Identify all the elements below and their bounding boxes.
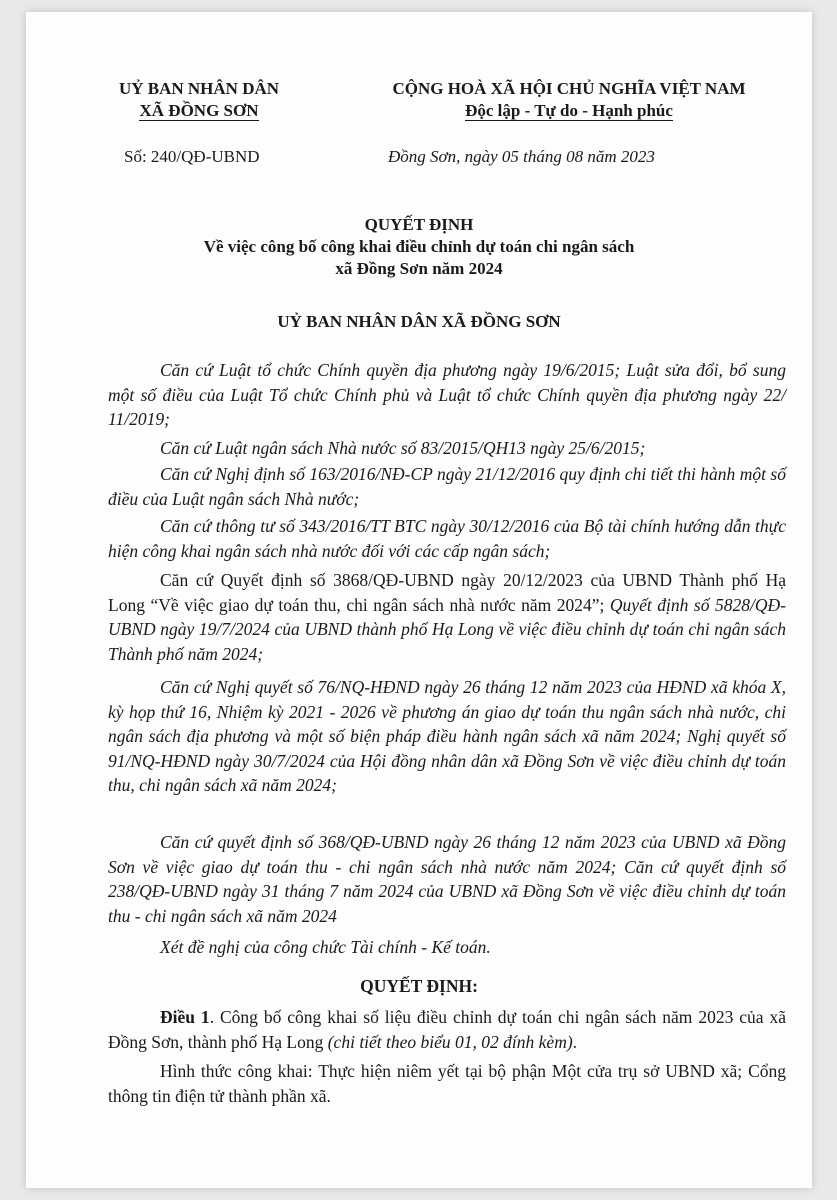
- national-title: [344, 78, 794, 122]
- issuer-heading: UỶ BAN NHÂN DÂN XÃ ĐỒNG SƠN: [277, 312, 561, 331]
- legal-basis-4: Căn cứ thông tư số 343/2016/TT BTC ngày 30/12/2016 của Bộ tài chính hướng dẫn thực hiện công khai ngân sách nhà nước đối với các cấp ngân sách;: [108, 516, 786, 561]
- legal-basis-5-amendment: Quyết định số 5828/QĐ-UBND ngày 19/7/2024 của UBND thành phố Hạ Long về việc điều chỉnh dự toán chi ngân sách Thành phố năm 2024;: [108, 594, 786, 664]
- title-subject-line1: Về việc công bố công khai điều chỉnh dự toán chi ngân sách: [203, 237, 635, 256]
- national-motto: Độc lập - Tự do - Hạnh phúc: [465, 101, 673, 120]
- title-subject-line2: xã Đồng Sơn năm 2024: [335, 259, 503, 278]
- article-1-text: . Công bố công khai số liệu điều chỉnh dự toán chi ngân sách năm 2023 của xã Đồng Sơn, thành phố Hạ Long: [108, 1007, 787, 1052]
- document-title: [26, 214, 812, 280]
- national-title-line: CỘNG HOÀ XÃ HỘI CHỦ NGHĨA VIỆT NAM: [392, 79, 746, 98]
- legal-basis-1: Căn cứ Luật tổ chức Chính quyền địa phương ngày 19/6/2015; Luật sửa đổi, bổ sung một số điều của Luật Tổ chức Chính phủ và Luật tổ chức Chính quyền địa phương ngày 22/ 11/2019;: [108, 360, 786, 429]
- title-type: QUYẾT ĐỊNH: [364, 215, 474, 234]
- legal-basis-3: Căn cứ Nghị định số 163/2016/NĐ-CP ngày 21/12/2016 quy định chi tiết thi hành một số điều của Luật ngân sách Nhà nước;: [108, 464, 786, 509]
- legal-basis-2: Căn cứ Luật ngân sách Nhà nước số 83/2015/QH13 ngày 25/6/2015;: [160, 438, 646, 458]
- article-1-attachment-note: (chi tiết theo biểu 01, 02 đính kèm): [327, 1031, 573, 1052]
- document-page: [26, 12, 812, 1188]
- legal-basis-5: [108, 568, 786, 666]
- authority-line1: UỶ BAN NHÂN DÂN: [118, 79, 280, 98]
- authority-line2: XÃ ĐỒNG SƠN: [139, 101, 259, 120]
- decision-heading: QUYẾT ĐỊNH:: [360, 976, 478, 996]
- legal-basis-6: Căn cứ Nghị quyết số 76/NQ-HĐND ngày 26 tháng 12 năm 2023 của HĐND xã khóa X, kỳ họp thứ 16, Nhiệm kỳ 2021 - 2026 về phương án giao dự toán thu ngân sách nhà nước, chi ngân sách địa phương và một số biện pháp điều hành ngân sách xã năm 2024; Nghị quyết số 91/NQ-HĐND ngày 30/7/2024 của Hội đồng nhân dân xã Đồng Sơn về việc điều chỉnh dự toán thu, chi ngân sách xã năm 2024;: [108, 677, 786, 795]
- publication-method: Hình thức công khai: Thực hiện niêm yết tại bộ phận Một cửa trụ sở UBND xã; Cổng thông tin điện tử thành phần xã.: [108, 1061, 786, 1106]
- issuing-authority: [84, 78, 314, 122]
- article-1-end: .: [572, 1031, 578, 1052]
- article-1-label: Điều 1: [160, 1007, 210, 1027]
- legal-basis-5-main: Căn cứ Quyết định số 3868/QĐ-UBND ngày 20/12/2023 của UBND Thành phố Hạ Long “Về việc giao dự toán thu, chi ngân sách nhà nước năm 2024”;: [108, 570, 786, 615]
- document-number: Số: 240/QĐ-UBND: [124, 147, 260, 166]
- article-1: [108, 1005, 786, 1054]
- legal-basis-7: Căn cứ quyết định số 368/QĐ-UBND ngày 26 tháng 12 năm 2023 của UBND xã Đồng Sơn về việc giao dự toán thu - chi ngân sách nhà nước năm 2024; Căn cứ quyết định số 238/QĐ-UBND ngày 31 tháng 7 năm 2024 của UBND xã Đồng Sơn về việc điều chỉnh dự toán thu - chi ngân sách xã năm 2024: [108, 832, 786, 926]
- proposal-basis: Xét đề nghị của công chức Tài chính - Kế toán.: [160, 937, 491, 957]
- place-and-date: Đồng Sơn, ngày 05 tháng 08 năm 2023: [388, 147, 655, 166]
